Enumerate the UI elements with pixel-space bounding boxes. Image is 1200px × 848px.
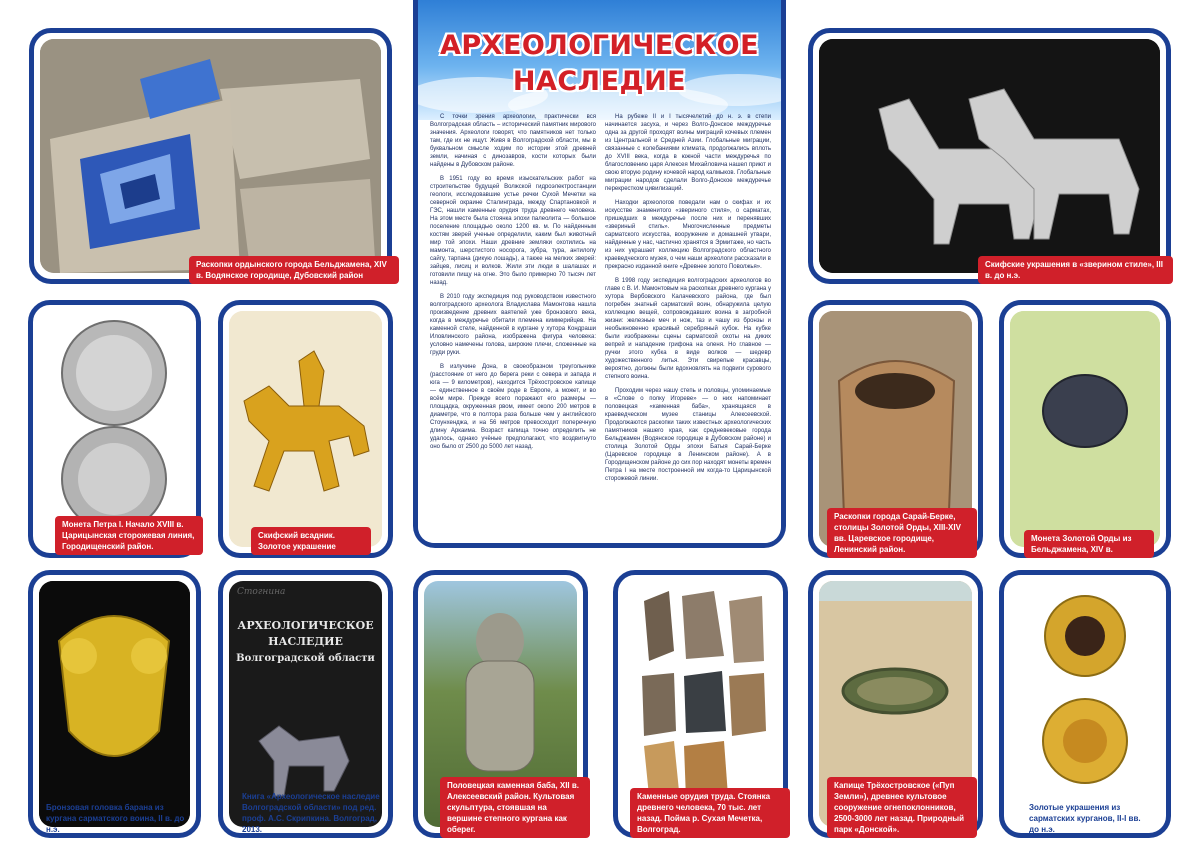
photo-panel-beljamen (29, 28, 392, 284)
gold-photo (1010, 581, 1160, 827)
photo-panel-scythian (808, 28, 1171, 284)
center-text-panel (413, 0, 786, 548)
book-title-3: Волгоградской области (236, 653, 375, 664)
book-brand: Стогнина (237, 587, 286, 597)
caption-book: Книга «Археологическое наследие Волгоградской области» под ред. проф. А.С. Скрипкина. Волгоград, 2013. (242, 792, 380, 834)
peter-coin-photo (39, 311, 190, 547)
photo-panel-ram (28, 570, 201, 838)
tiles-graphic (40, 39, 381, 273)
caption-peter-coin: Монета Петра I. Начало XVIII в. Царицынская сторожевая линия, Городищенский район. (55, 516, 203, 555)
text-para: В 1998 году экспедиция волгоградских археологов во главе с В. И. Мамонтовым на раскопках древнего кургана у хутора Вербовского Калачевского района, где был погребен знатный сарматский воин, обнаружила целую коллекцию вещей, сопровождавших воина в загробной жизни: железные меч и нож, таз и чашу из бронзы и необыкновенно красивый серебряный кубок. На кубке были изображены сцены сарматской охоты на диких вепрей и нападение грифона на оленя. Но главное — ручки этого кубка в виде волков — шедевр художественного литья. Эти свирепые красавцы, вероятно, должны были вдохновлять на подвиги сурового степного воина. (605, 278, 771, 380)
photo-panel-tools (613, 570, 788, 838)
text-para: С точки зрения археологии, практически вся Волгоградская область – исторический памятник мирового значения. Археологи говорят, что памятников нет только там, где их не ищут. Живя в Волгоградской области, мы в буквальном смысле ходим по истории этой древней земли, начиная с динозавров, кости которых были найдены в Дубовском районе. (430, 114, 596, 168)
caption-gold: Золотые украшения из сарматских курганов, II-I вв. до н.э. (1029, 803, 1141, 834)
photo-panel-horde-coin (999, 300, 1171, 558)
page-title-line2: НАСЛЕДИЕ (512, 66, 687, 97)
text-para: В излучине Дона, в своеобразном треугольнике (расстояние от него до берега реки с севера и запада и юга — 9 километров), находится Трёхостровское капище — единственное в своём роде в Европе, а может, и во всём мире. Прежде всего поражают его размеры — площадка, окруженная рвом, имеет около 200 метров в диаметре, что в полтора раза больше чем у английского Стоунхенджа, и на 56 метров превосходит поперечную длину Аркаима. Возраст капища точно определить не удалось, однако учёные предполагают, что воздвигнуто оно было от 2500 до 5000 лет назад. (430, 364, 596, 450)
caption-ram: Бронзовая головка барана из кургана сарматского воина, II в. до н.э. (46, 803, 185, 834)
rider-photo (229, 311, 382, 547)
text-para: На рубеже II и I тысячелетий до н. э. в степи начинается засуха, и через Волго-Донское междуречье одна за другой проходят волны миграций кочевых племен из Центральной и Средней Азии. Глобальные миграции, связанные с колебаниями климата, продолжались вплоть до XVIII века, когда в южной части междуречья по благословению царя Алексея Михайловича нашел приют и свою вторую родину кочевой народ калмыков. Глобальные миграции народов сделали Волго-Донское междуречье перекрестком цивилизаций. (605, 114, 771, 192)
photo-panel-kapishche (808, 570, 983, 838)
book-wolf-graphic (229, 681, 382, 801)
gold-jewelry-graphic (1010, 581, 1160, 827)
caption-saray: Раскопки города Сарай-Берке, столицы Золотой Орды, XIII-XIV вв. Царевское городище, Ленинский район. (827, 508, 977, 558)
caption-kapishche: Капище Трёхостровское («Пуп Земли»), древнее культовое сооружение огнепоклонников, 2500-3000 лет назад. Природный парк «Донской». (827, 777, 977, 838)
photo-panel-peter-coin (28, 300, 201, 558)
golden-ram-graphic (39, 581, 190, 827)
photo-panel-saray (808, 300, 983, 558)
horde-coin-photo (1010, 311, 1160, 547)
scythian-photo (819, 39, 1160, 273)
text-para: В 1951 году во время изыскательских работ на строительстве будущей Волжской гидроэлектростанции геологи, исследовавшие устье речки Сухой Мечетки на северной окраине Сталинграда, между Спартановкой и ГЭС, нашли каменные орудия труда древнего человека. На этом месте была стоянка эпохи палеолита — большое поселение площадью около 1200 кв. м. По найденным костям зверей ученые определили, каким был животный мир той эпохи. Наши древние земляки охотились на мамонта, шерстистого носорога, зубра, тура, антилопу сайгу, тарпана (дикую лошадь), а также на мелких зверей: зайцев, лисиц и волков. Жили эти люди в шалашах и готовили пищу на огне. Это было примерно 70 тысяч лет назад. (430, 176, 596, 286)
book-title-1: АРХЕОЛОГИЧЕСКОЕ (237, 619, 374, 632)
golden-rider-graphic (229, 311, 382, 547)
caption-scythian: Скифские украшения в «зверином стиле», III в. до н.э. (978, 256, 1173, 284)
ram-photo (39, 581, 190, 827)
caption-baba: Половецкая каменная баба, XII в. Алексеевский район. Культовая скульптура, стоявшая на вершине степного кургана как оберег. (440, 777, 590, 838)
caption-horde-coin: Монета Золотой Орды из Бельджамена, XIV в. (1024, 530, 1154, 558)
caption-beljamen: Раскопки ордынского города Бельджамена, XIV в. Водянское городище, Дубовский район (189, 256, 399, 284)
silver-animals-graphic (819, 39, 1160, 273)
photo-panel-book (218, 570, 393, 838)
caption-rider: Скифский всадник. Золотое украшение (251, 527, 371, 555)
page-title-line1: АРХЕОЛОГИЧЕСКОЕ (439, 30, 760, 61)
photo-panel-baba (413, 570, 588, 838)
photo-panel-rider (218, 300, 393, 558)
photo-panel-gold (999, 570, 1171, 838)
dark-coin-graphic (1010, 311, 1160, 547)
silver-coins-graphic (39, 311, 190, 547)
text-column-2 (605, 113, 771, 489)
text-para: В 2010 году экспедиция под руководством известного волгоградского археолога Владислава Мамонтова нашла произведение древних ваятелей уже бронзового века, когда в междуречье обитали племена киммерийцев. На каменной стеле, найденной в кургане у хутора Кондраши Иловлинского района, изображена фигура человека: условно намечены голова, широкие плечи, сложенные на груди руки. (430, 294, 596, 356)
text-column-1 (430, 113, 596, 457)
caption-tools: Каменные орудия труда. Стоянка древнего человека, 70 тыс. лет назад. Пойма р. Сухая Мечетка, Волгоград. (630, 788, 790, 838)
book-title-2: НАСЛЕДИЕ (268, 635, 343, 648)
excavation-photo (40, 39, 381, 273)
text-para: Находки археологов поведали нам о скифах и их искусстве знаменитого «звериного стиля», о сарматах, пришедших в междуречье после них и перенявших «звериный стиль». Многочисленные предметы сарматского искусства, вооружение и домашней утвари, найденные у нас, частично хранятся в Эрмитаже, но часть из них украшает коллекцию Волгоградского областного краеведческого музея, о чем наши археологи рассказали в прекрасно изданной книге «Древнее золото Поволжья». (605, 200, 771, 270)
text-para: Проходим через нашу степь и половцы, упоминаемые в «Слове о полку Игореве» — о них напоминает половецкая «каменная баба», хранящаяся в краеведческом музее станицы Алексеевской. Продолжаются раскопки таких известных археологических памятников нашего края, как средневековые города Бельджамен (Водянское городище в Дубовском районе) и столица Золотой Орды эпохи Батыя Сарай-Берке (Царевское городище в Ленинском районе). А в Городищенском районе до сих пор находят монеты времен Петра I на месте построенной им когда-то Царицынской сторожевой линии. (605, 388, 771, 482)
